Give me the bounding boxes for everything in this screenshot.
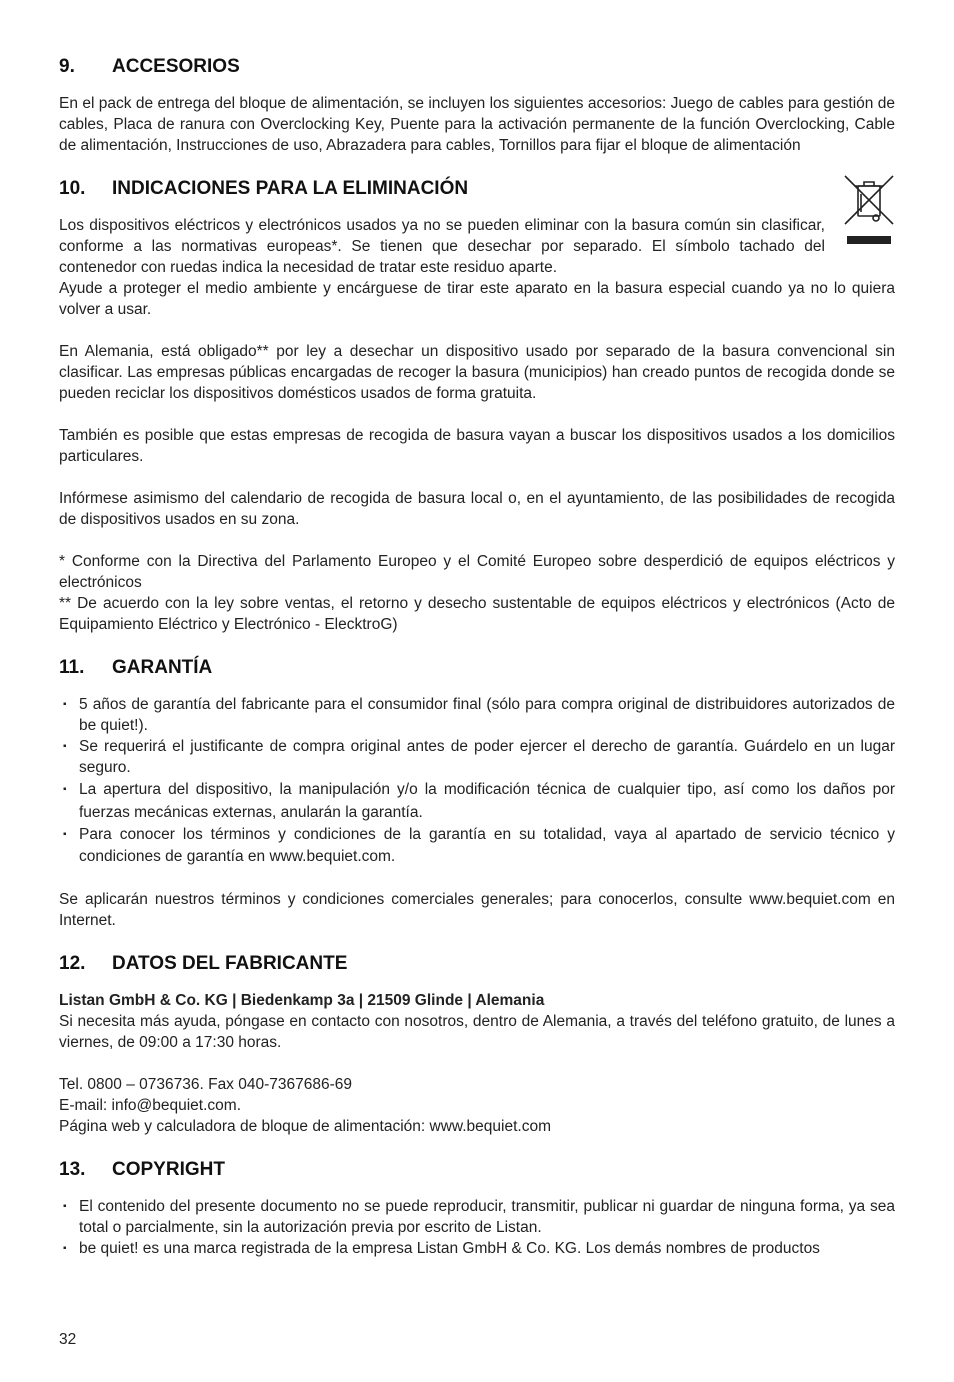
section-11-title: GARANTÍA [112, 657, 213, 678]
section-12-heading [59, 953, 895, 975]
section-9-number: 9. [59, 56, 75, 77]
warranty-list [59, 694, 895, 868]
list-item: ▪ 5 años de garantía del fabricante para el consumidor final (sólo para compra original de distribuidores autorizados de be quiet!). [59, 694, 895, 736]
section-13-heading [59, 1159, 895, 1181]
copyright-list [59, 1196, 895, 1259]
section-10-heading [59, 178, 895, 200]
section-11-footer: Se aplicarán nuestros términos y condiciones comerciales generales; para conocerlos, consulte www.bequiet.com en Internet. [59, 891, 895, 929]
section-10-paragraph-1: Los dispositivos eléctricos y electrónicos usados ya no se pueden eliminar con la basura común sin clasificar, conforme a las normativas europeas*. Se tienen que desechar por separado. El símbolo tachado del contenedor con ruedas indica la necesidad de tratar este residuo aparte. [59, 217, 825, 276]
section-11-number: 11. [59, 657, 85, 678]
section-10-number: 10. [59, 178, 86, 199]
section-9-title: ACCESORIOS [112, 56, 240, 77]
manufacturer-website: Página web y calculadora de bloque de alimentación: www.bequiet.com [59, 1118, 551, 1135]
section-12-number: 12. [59, 953, 86, 974]
section-11-heading [59, 657, 895, 679]
manufacturer-help: Si necesita más ayuda, póngase en contacto con nosotros, dentro de Alemania, a través del teléfono gratuito, de lunes a viernes, de 09:00 a 17:30 horas. [59, 1013, 895, 1051]
list-item: ▪ Para conocer los términos y condiciones de la garantía en su totalidad, vaya al apartado de servicio técnico y condiciones de garantía en www.bequiet.com. [59, 824, 895, 868]
page-number: 32 [59, 1331, 77, 1348]
section-13-title: COPYRIGHT [112, 1159, 225, 1180]
section-9-heading [59, 56, 895, 78]
section-10-paragraph-5: Infórmese asimismo del calendario de recogida de basura local o, en el ayuntamiento, de las posibilidades de recogida de dispositivos usados en su zona. [59, 490, 895, 528]
section-9-body: En el pack de entrega del bloque de alimentación, se incluyen los siguientes accesorios: Juego de cables para gestión de cables, Placa de ranura con Overclocking Key, Puente para la activación permanente de la función Overclocking, Cable de alimentación, Instrucciones de uso, Abrazadera para cables, Tornillos para fijar el bloque de alimentación [59, 95, 895, 154]
section-12-title: DATOS DEL FABRICANTE [112, 953, 348, 974]
manufacturer-email: E-mail: info@bequiet.com. [59, 1097, 242, 1114]
list-item: ▪ be quiet! es una marca registrada de la empresa Listan GmbH & Co. KG. Los demás nombres de productos [59, 1238, 895, 1259]
document-page [59, 56, 895, 1259]
manufacturer-phone: Tel. 0800 – 0736736. Fax 040-7367686-69 [59, 1076, 353, 1093]
section-10 [59, 178, 895, 278]
section-10-title: INDICACIONES PARA LA ELIMINACIÓN [112, 178, 469, 199]
manufacturer-address: Listan GmbH & Co. KG | Biedenkamp 3a | 21509 Glinde | Alemania [59, 992, 545, 1009]
section-10-paragraph-3: En Alemania, está obligado** por ley a desechar un dispositivo usado por separado de la basura convencional sin clasificar. Las empresas públicas encargadas de recoger la basura (municipios) han creado puntos de recogida donde se pueden reciclar los dispositivos domésticos usados de forma gratuita. [59, 343, 895, 402]
list-item: ▪ La apertura del dispositivo, la manipulación y/o la modificación técnica de cualquier tipo, así como los daños por fuerzas mecánicas externas, anularán la garantía. [59, 778, 895, 824]
weee-crossed-bin-icon [843, 174, 895, 246]
section-10-paragraph-4: También es posible que estas empresas de recogida de basura vayan a buscar los dispositivos usados a los domicilios particulares. [59, 427, 895, 465]
section-10-footnote-1: * Conforme con la Directiva del Parlamento Europeo y el Comité Europeo sobre desperdició de equipos eléctricos y electrónicos [59, 553, 895, 591]
list-item: ▪ El contenido del presente documento no se puede reproducir, transmitir, publicar ni guardar de ninguna forma, ya sea total o parcialmente, sin la autorización previa por escrito de Listan. [59, 1196, 895, 1238]
section-10-paragraph-2: Ayude a proteger el medio ambiente y encárguese de tirar este aparato en la basura especial cuando ya no lo quiera volver a usar. [59, 280, 895, 318]
section-10-footnote-2: ** De acuerdo con la ley sobre ventas, el retorno y desecho sustentable de equipos eléctricos y electrónicos (Acto de Equipamiento Eléctrico y Electrónico - ElecktroG) [59, 595, 895, 633]
list-item: ▪ Se requerirá el justificante de compra original antes de poder ejercer el derecho de garantía. Guárdelo en un lugar seguro. [59, 736, 895, 778]
section-13-number: 13. [59, 1159, 86, 1180]
